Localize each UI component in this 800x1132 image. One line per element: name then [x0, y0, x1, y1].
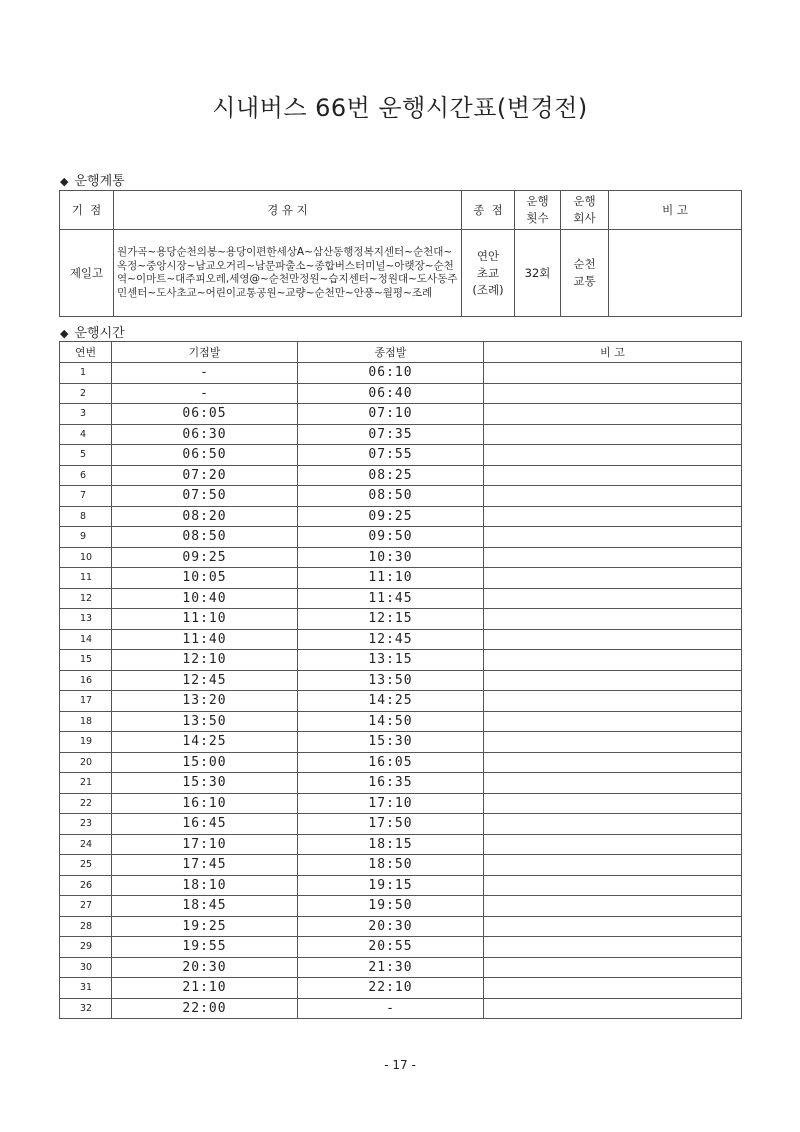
row-number-cell: 25 — [60, 855, 112, 876]
remarks-cell — [484, 588, 742, 609]
remarks-cell — [484, 916, 742, 937]
end-time-cell: 18:15 — [298, 834, 484, 855]
remarks-cell — [484, 691, 742, 712]
start-time-cell: 21:10 — [112, 978, 298, 999]
table-row — [60, 814, 742, 835]
table-row — [60, 896, 742, 917]
origin-header: 기 점 — [60, 191, 114, 230]
remarks-cell — [484, 711, 742, 732]
end-time-cell: 08:50 — [298, 486, 484, 507]
row-number-cell: 7 — [60, 486, 112, 507]
table-row — [60, 732, 742, 753]
end-time-cell: 11:45 — [298, 588, 484, 609]
row-number-cell: 6 — [60, 465, 112, 486]
end-time-cell: 19:15 — [298, 875, 484, 896]
start-time-cell: 12:10 — [112, 650, 298, 671]
route-row — [60, 230, 742, 317]
via-header: 경 유 지 — [114, 191, 462, 230]
no-header: 연번 — [60, 342, 112, 363]
end-time-cell: 20:55 — [298, 937, 484, 958]
remarks-cell — [484, 896, 742, 917]
start-header: 기점발 — [112, 342, 298, 363]
table-row — [60, 629, 742, 650]
timetable-header — [60, 342, 742, 363]
row-number-cell: 1 — [60, 363, 112, 384]
end-time-cell: 11:10 — [298, 568, 484, 589]
remarks-cell — [484, 383, 742, 404]
table-row — [60, 670, 742, 691]
start-time-cell: 10:40 — [112, 588, 298, 609]
company-cell: 순천 교통 — [561, 230, 609, 317]
end-time-cell: 12:45 — [298, 629, 484, 650]
start-time-cell: 22:00 — [112, 998, 298, 1019]
start-time-cell: 11:40 — [112, 629, 298, 650]
end-time-cell: 06:10 — [298, 363, 484, 384]
row-number-cell: 32 — [60, 998, 112, 1019]
table-row — [60, 855, 742, 876]
start-time-cell: 11:10 — [112, 609, 298, 630]
end-time-cell: 21:30 — [298, 957, 484, 978]
row-number-cell: 18 — [60, 711, 112, 732]
end-time-cell: 08:25 — [298, 465, 484, 486]
start-time-cell: 06:50 — [112, 445, 298, 466]
remarks-cell — [484, 404, 742, 425]
terminal-cell: 연안 초교 (조례) — [462, 230, 515, 317]
remarks-cell — [484, 568, 742, 589]
row-number-cell: 23 — [60, 814, 112, 835]
start-time-cell: 14:25 — [112, 732, 298, 753]
start-time-cell: 07:50 — [112, 486, 298, 507]
remarks-cell — [484, 875, 742, 896]
remarks-cell — [484, 732, 742, 753]
end-time-cell: 13:50 — [298, 670, 484, 691]
row-number-cell: 2 — [60, 383, 112, 404]
row-number-cell: 10 — [60, 547, 112, 568]
start-time-cell: 13:50 — [112, 711, 298, 732]
remarks-cell — [484, 998, 742, 1019]
end-time-cell: 22:10 — [298, 978, 484, 999]
row-number-cell: 24 — [60, 834, 112, 855]
row-number-cell: 19 — [60, 732, 112, 753]
start-time-cell: 18:45 — [112, 896, 298, 917]
start-time-cell: 08:20 — [112, 506, 298, 527]
trips-header: 운행 횟수 — [515, 191, 561, 230]
table-row — [60, 486, 742, 507]
row-number-cell: 14 — [60, 629, 112, 650]
table-row — [60, 978, 742, 999]
remarks-cell — [484, 527, 742, 548]
remarks-cell — [484, 793, 742, 814]
route-section-label — [60, 170, 125, 189]
table-row — [60, 609, 742, 630]
start-time-cell: 17:45 — [112, 855, 298, 876]
route-table-header — [60, 191, 742, 230]
table-row — [60, 691, 742, 712]
table-row — [60, 527, 742, 548]
start-time-cell: 19:55 — [112, 937, 298, 958]
remarks-cell — [484, 834, 742, 855]
start-time-cell: 09:25 — [112, 547, 298, 568]
route-section-label-text: 운행계통 — [74, 174, 125, 189]
start-time-cell: 16:45 — [112, 814, 298, 835]
row-number-cell: 28 — [60, 916, 112, 937]
remarks-cell — [484, 670, 742, 691]
row-number-cell: 30 — [60, 957, 112, 978]
row-number-cell: 9 — [60, 527, 112, 548]
page-number: - 17 - — [384, 1058, 416, 1072]
end-time-cell: 17:10 — [298, 793, 484, 814]
row-number-cell: 22 — [60, 793, 112, 814]
end-time-cell: 07:55 — [298, 445, 484, 466]
start-time-cell: - — [112, 383, 298, 404]
table-row — [60, 445, 742, 466]
start-time-cell: 20:30 — [112, 957, 298, 978]
row-number-cell: 27 — [60, 896, 112, 917]
remarks-cell — [484, 957, 742, 978]
remarks-header: 비 고 — [484, 342, 742, 363]
end-time-cell: 15:30 — [298, 732, 484, 753]
remarks-cell — [484, 752, 742, 773]
end-time-cell: 13:15 — [298, 650, 484, 671]
table-row — [60, 937, 742, 958]
table-row — [60, 404, 742, 425]
start-time-cell: 12:45 — [112, 670, 298, 691]
start-time-cell: 17:10 — [112, 834, 298, 855]
table-row — [60, 383, 742, 404]
route-remarks-cell — [609, 230, 742, 317]
end-time-cell: 07:10 — [298, 404, 484, 425]
via-cell: 원가곡~용당순천의봉~용당이편한세상A~삼산동행정복지센터~순천대~옥정~중앙시장~남교오거리~남문파출소~종합버스터미널~아랫장~순천역~이마트~대주피오레,세영@~순천만정원~습지센터~정원대~도사동주민센터~도사초교~어린이교통공원~교량~순천만~안풍~월평~조례 — [114, 230, 462, 317]
row-number-cell: 21 — [60, 773, 112, 794]
trips-cell: 32회 — [515, 230, 561, 317]
table-row — [60, 916, 742, 937]
table-row — [60, 752, 742, 773]
timetable — [59, 341, 742, 1019]
start-time-cell: - — [112, 363, 298, 384]
row-number-cell: 8 — [60, 506, 112, 527]
start-time-cell: 06:05 — [112, 404, 298, 425]
end-time-cell: 14:25 — [298, 691, 484, 712]
end-time-cell: 19:50 — [298, 896, 484, 917]
remarks-cell — [484, 424, 742, 445]
table-row — [60, 363, 742, 384]
row-number-cell: 17 — [60, 691, 112, 712]
table-row — [60, 588, 742, 609]
start-time-cell: 10:05 — [112, 568, 298, 589]
route-table — [59, 190, 742, 317]
page-title: 시내버스 66번 운행시간표(변경전) — [212, 94, 588, 122]
row-number-cell: 12 — [60, 588, 112, 609]
remarks-cell — [484, 650, 742, 671]
remarks-cell — [484, 506, 742, 527]
remarks-cell — [484, 363, 742, 384]
company-header: 운행 회사 — [561, 191, 609, 230]
row-number-cell: 15 — [60, 650, 112, 671]
table-row — [60, 875, 742, 896]
start-time-cell: 07:20 — [112, 465, 298, 486]
diamond-bullet-icon: ◆ — [60, 327, 69, 340]
remarks-cell — [484, 609, 742, 630]
start-time-cell: 18:10 — [112, 875, 298, 896]
end-time-cell: 18:50 — [298, 855, 484, 876]
time-section-label-text: 운행시간 — [74, 326, 125, 341]
row-number-cell: 29 — [60, 937, 112, 958]
remarks-cell — [484, 855, 742, 876]
row-number-cell: 20 — [60, 752, 112, 773]
remarks-header: 비 고 — [609, 191, 742, 230]
end-header: 종점발 — [298, 342, 484, 363]
table-row — [60, 568, 742, 589]
end-time-cell: 17:50 — [298, 814, 484, 835]
start-time-cell: 13:20 — [112, 691, 298, 712]
diamond-bullet-icon: ◆ — [60, 175, 69, 188]
row-number-cell: 4 — [60, 424, 112, 445]
remarks-cell — [484, 486, 742, 507]
start-time-cell: 19:25 — [112, 916, 298, 937]
table-row — [60, 793, 742, 814]
table-row — [60, 650, 742, 671]
end-time-cell: 06:40 — [298, 383, 484, 404]
end-time-cell: 07:35 — [298, 424, 484, 445]
remarks-cell — [484, 465, 742, 486]
end-time-cell: 10:30 — [298, 547, 484, 568]
row-number-cell: 5 — [60, 445, 112, 466]
table-row — [60, 711, 742, 732]
row-number-cell: 26 — [60, 875, 112, 896]
start-time-cell: 08:50 — [112, 527, 298, 548]
end-time-cell: - — [298, 998, 484, 1019]
end-time-cell: 16:05 — [298, 752, 484, 773]
row-number-cell: 11 — [60, 568, 112, 589]
terminal-header: 종 점 — [462, 191, 515, 230]
end-time-cell: 12:15 — [298, 609, 484, 630]
start-time-cell: 15:00 — [112, 752, 298, 773]
table-row — [60, 998, 742, 1019]
remarks-cell — [484, 814, 742, 835]
start-time-cell: 06:30 — [112, 424, 298, 445]
table-row — [60, 465, 742, 486]
row-number-cell: 3 — [60, 404, 112, 425]
table-row — [60, 547, 742, 568]
table-row — [60, 773, 742, 794]
row-number-cell: 16 — [60, 670, 112, 691]
end-time-cell: 20:30 — [298, 916, 484, 937]
row-number-cell: 31 — [60, 978, 112, 999]
end-time-cell: 16:35 — [298, 773, 484, 794]
remarks-cell — [484, 937, 742, 958]
row-number-cell: 13 — [60, 609, 112, 630]
remarks-cell — [484, 445, 742, 466]
time-section-label — [60, 322, 125, 341]
end-time-cell: 09:25 — [298, 506, 484, 527]
table-row — [60, 957, 742, 978]
end-time-cell: 09:50 — [298, 527, 484, 548]
remarks-cell — [484, 773, 742, 794]
table-row — [60, 424, 742, 445]
table-row — [60, 506, 742, 527]
origin-cell: 제일고 — [60, 230, 114, 317]
table-row — [60, 834, 742, 855]
end-time-cell: 14:50 — [298, 711, 484, 732]
start-time-cell: 16:10 — [112, 793, 298, 814]
remarks-cell — [484, 547, 742, 568]
start-time-cell: 15:30 — [112, 773, 298, 794]
remarks-cell — [484, 629, 742, 650]
remarks-cell — [484, 978, 742, 999]
